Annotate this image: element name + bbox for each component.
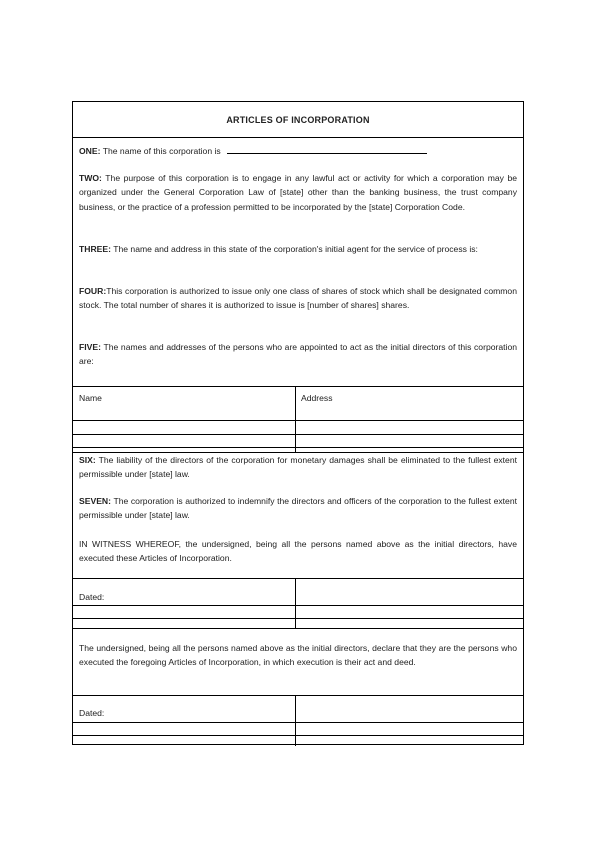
name-column-header: Name: [79, 393, 102, 403]
signature-block-2-divider: [295, 695, 296, 746]
article-five-label: FIVE:: [79, 342, 101, 352]
dated-label-1: Dated:: [79, 592, 105, 602]
article-four-text: This corporation is authorized to issue only one class of shares of stock which shall be designated common stock. The total number of shares it is authorized to issue is [number of shares] shares.: [79, 286, 517, 311]
declaration-text: The undersigned, being all the persons named above as the initial directors, declare that they are the persons who executed the foregoing Articles of Incorporation, in which execution is their act and deed.: [79, 643, 517, 668]
article-seven: [79, 494, 517, 523]
article-four: [79, 284, 517, 313]
witness-clause: [79, 537, 517, 566]
directors-row-line: [73, 434, 523, 435]
article-seven-label: SEVEN:: [79, 496, 111, 506]
article-six-text: The liability of the directors of the corporation for monetary damages shall be eliminated to the fullest extent permissible under [state] law.: [79, 455, 517, 480]
article-six: [79, 453, 517, 482]
article-one-text: The name of this corporation is: [102, 146, 221, 156]
article-three: [79, 242, 517, 256]
signature-row-line: [73, 735, 523, 736]
article-five: [79, 340, 517, 369]
articles-form: [72, 101, 524, 745]
article-three-text: The name and address in this state of the corporation's initial agent for the service of process is:: [113, 244, 478, 254]
document-title: ARTICLES OF INCORPORATION: [226, 115, 370, 125]
article-seven-text: The corporation is authorized to indemnify the directors and officers of the corporation to the fullest extent permissible under [state] law.: [79, 496, 518, 521]
title-divider: [73, 137, 523, 138]
signature-block-1-bottom: [73, 628, 523, 629]
directors-row-line: [73, 447, 523, 448]
signature-block-1-divider: [295, 578, 296, 629]
signature-row-line: [73, 722, 523, 723]
signature-row-line: [73, 618, 523, 619]
witness-text: IN WITNESS WHEREOF, the undersigned, being all the persons named above as the initial directors, have executed these Articles of Incorporation.: [79, 539, 517, 564]
article-two-label: TWO:: [79, 173, 102, 183]
corporation-name-field[interactable]: [227, 145, 427, 154]
article-two: [79, 171, 517, 214]
article-four-label: FOUR:: [79, 286, 107, 296]
article-one: [79, 144, 517, 158]
signature-block-2-top: [73, 695, 523, 696]
signature-row-line: [73, 605, 523, 606]
article-five-text: The names and addresses of the persons who are appointed to act as the initial directors of this corporation are:: [79, 342, 518, 367]
article-one-label: ONE:: [79, 146, 101, 156]
article-six-label: SIX:: [79, 455, 96, 465]
declaration-clause: [79, 641, 517, 670]
directors-row-line: [73, 420, 523, 421]
dated-label-2: Dated:: [79, 708, 105, 718]
article-three-label: THREE:: [79, 244, 111, 254]
address-column-header: Address: [301, 393, 333, 403]
signature-block-1-top: [73, 578, 523, 579]
directors-table-top: [73, 386, 523, 387]
article-two-text: The purpose of this corporation is to engage in any lawful act or activity for which a corporation may be organized under the General Corporation Law of [state] other than the banking business, the trust company business, or the practice of a profession permitted to be incorporated by the [state] Corporation Code.: [79, 173, 518, 212]
